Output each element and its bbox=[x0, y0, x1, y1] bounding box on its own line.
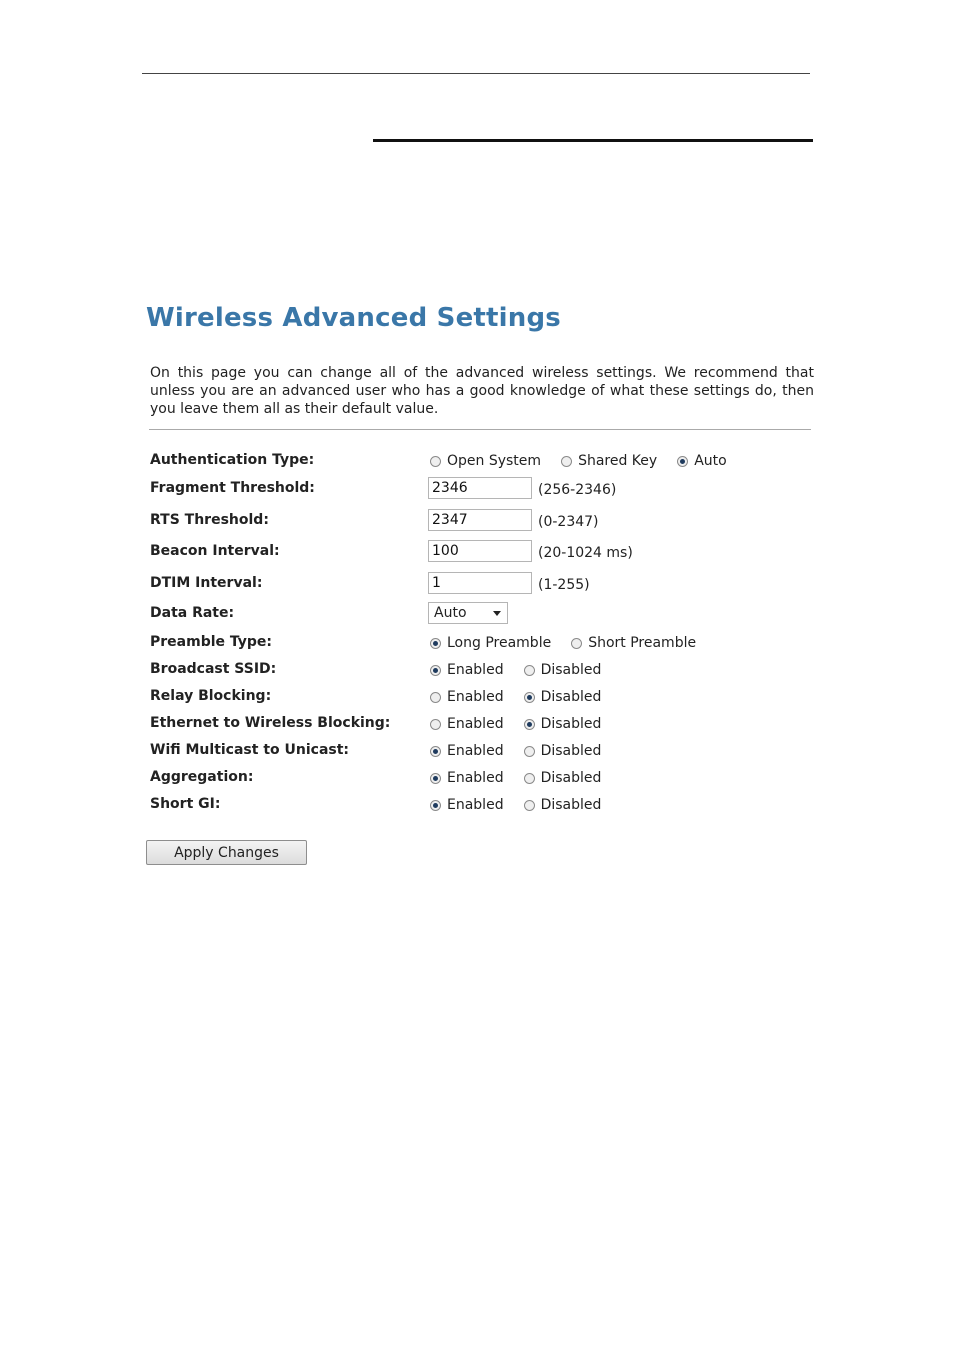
preamble-short-radio[interactable]: Short Preamble bbox=[571, 635, 696, 651]
radio-icon bbox=[430, 456, 441, 467]
dtim-range: (1-255) bbox=[538, 577, 590, 593]
ethwifi-enabled-radio[interactable]: Enabled bbox=[430, 716, 504, 732]
auth-auto-radio[interactable]: Auto bbox=[677, 453, 727, 469]
beacon-label: Beacon Interval: bbox=[150, 543, 280, 559]
broadcast-disabled-radio[interactable]: Disabled bbox=[524, 662, 602, 678]
radio-selected-icon bbox=[430, 746, 441, 757]
radio-icon bbox=[524, 665, 535, 676]
auth-label: Authentication Type: bbox=[150, 452, 315, 468]
rts-threshold-input[interactable] bbox=[428, 509, 532, 531]
datarate-label: Data Rate: bbox=[150, 605, 235, 621]
fragment-threshold-input[interactable] bbox=[428, 477, 532, 499]
row-ethernet-wireless-blocking bbox=[150, 712, 810, 734]
rts-label: RTS Threshold: bbox=[150, 512, 269, 528]
row-preamble-type bbox=[150, 631, 810, 653]
chevron-down-icon bbox=[493, 611, 501, 616]
preamble-label: Preamble Type: bbox=[150, 634, 273, 650]
radio-icon bbox=[430, 719, 441, 730]
row-dtim-interval bbox=[150, 572, 810, 594]
radio-icon bbox=[430, 692, 441, 703]
aggregation-enabled-radio[interactable]: Enabled bbox=[430, 770, 504, 786]
aggregation-disabled-radio[interactable]: Disabled bbox=[524, 770, 602, 786]
shortgi-label: Short GI: bbox=[150, 796, 221, 812]
shortgi-disabled-radio[interactable]: Disabled bbox=[524, 797, 602, 813]
radio-selected-icon bbox=[524, 719, 535, 730]
radio-selected-icon bbox=[430, 773, 441, 784]
row-relay-blocking bbox=[150, 685, 810, 707]
header-rule bbox=[142, 73, 810, 74]
relay-label: Relay Blocking: bbox=[150, 688, 272, 704]
radio-icon bbox=[524, 773, 535, 784]
apply-changes-button[interactable]: Apply Changes bbox=[146, 840, 307, 865]
dtim-interval-input[interactable] bbox=[428, 572, 532, 594]
row-beacon-interval bbox=[150, 540, 810, 562]
page-title: Wireless Advanced Settings bbox=[146, 303, 561, 333]
radio-selected-icon bbox=[430, 800, 441, 811]
row-rts-threshold bbox=[150, 509, 810, 531]
dtim-label: DTIM Interval: bbox=[150, 575, 263, 591]
rts-range: (0-2347) bbox=[538, 514, 599, 530]
fragment-label: Fragment Threshold: bbox=[150, 480, 315, 496]
beacon-range: (20-1024 ms) bbox=[538, 545, 633, 561]
row-authentication-type bbox=[150, 449, 810, 471]
row-aggregation bbox=[150, 766, 810, 788]
aggregation-label: Aggregation: bbox=[150, 769, 254, 785]
relay-disabled-radio[interactable]: Disabled bbox=[524, 689, 602, 705]
radio-selected-icon bbox=[524, 692, 535, 703]
radio-icon bbox=[561, 456, 572, 467]
multicast-disabled-radio[interactable]: Disabled bbox=[524, 743, 602, 759]
relay-enabled-radio[interactable]: Enabled bbox=[430, 689, 504, 705]
row-fragment-threshold bbox=[150, 477, 810, 499]
radio-selected-icon bbox=[677, 456, 688, 467]
multicast-label: Wifi Multicast to Unicast: bbox=[150, 742, 350, 758]
page-intro: On this page you can change all of the advanced wireless settings. We recommend that unless you are an advanced user who has a good knowledge of what these settings do, then you leave them all as their default value. bbox=[150, 365, 814, 417]
beacon-interval-input[interactable] bbox=[428, 540, 532, 562]
shortgi-enabled-radio[interactable]: Enabled bbox=[430, 797, 504, 813]
section-rule bbox=[373, 139, 813, 142]
radio-icon bbox=[571, 638, 582, 649]
radio-selected-icon bbox=[430, 638, 441, 649]
separator bbox=[149, 429, 811, 430]
preamble-long-radio[interactable]: Long Preamble bbox=[430, 635, 551, 651]
ethwifi-disabled-radio[interactable]: Disabled bbox=[524, 716, 602, 732]
broadcast-label: Broadcast SSID: bbox=[150, 661, 277, 677]
data-rate-select[interactable]: Auto bbox=[428, 602, 508, 624]
radio-selected-icon bbox=[430, 665, 441, 676]
row-data-rate bbox=[150, 602, 810, 624]
radio-icon bbox=[524, 800, 535, 811]
row-multicast-unicast bbox=[150, 739, 810, 761]
ethwifi-label: Ethernet to Wireless Blocking: bbox=[150, 715, 391, 731]
auth-open-system-radio[interactable]: Open System bbox=[430, 453, 541, 469]
row-broadcast-ssid bbox=[150, 658, 810, 680]
multicast-enabled-radio[interactable]: Enabled bbox=[430, 743, 504, 759]
auth-shared-key-radio[interactable]: Shared Key bbox=[561, 453, 657, 469]
broadcast-enabled-radio[interactable]: Enabled bbox=[430, 662, 504, 678]
radio-icon bbox=[524, 746, 535, 757]
fragment-range: (256-2346) bbox=[538, 482, 617, 498]
row-short-gi bbox=[150, 793, 810, 815]
